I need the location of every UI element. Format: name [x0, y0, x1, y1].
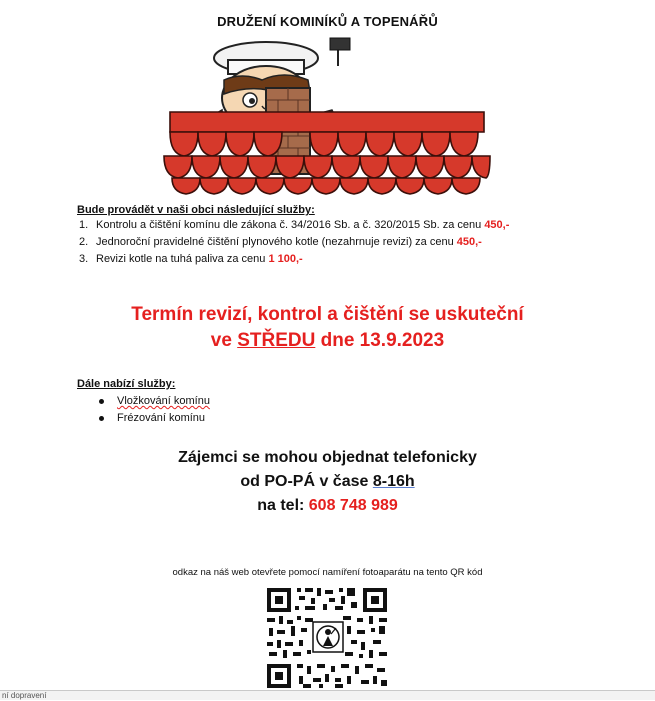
headline-line-2	[0, 328, 655, 354]
services-list	[77, 217, 637, 268]
more-services-list	[77, 393, 210, 427]
more-service-text: Frézování komínu	[117, 412, 206, 424]
contact-line-1: Zájemci se mohou objednat telefonicky	[178, 449, 477, 466]
headline-date: dne 13.9.2023	[315, 330, 445, 351]
service-price: 450,-	[456, 236, 482, 248]
contact-block	[0, 446, 655, 518]
bullet-icon	[99, 416, 104, 421]
contact-hours-prefix: od PO-PÁ v čase	[240, 473, 373, 490]
more-services-heading: Dále nabízí služby:	[77, 378, 176, 390]
chimney-sweep-illustration	[162, 36, 492, 196]
qr-code-icon[interactable]	[265, 586, 389, 690]
document-title: DRUŽENÍ KOMINÍKŮ A TOPENÁŘŮ	[217, 14, 438, 29]
contact-hours: 8-16h	[372, 473, 415, 490]
contact-line-3	[0, 494, 655, 518]
contact-line-2	[0, 470, 655, 494]
list-item	[77, 393, 210, 410]
list-item	[77, 410, 210, 427]
list-item	[77, 217, 637, 234]
service-price: 450,-	[484, 219, 510, 231]
list-number: 1.	[79, 219, 89, 231]
service-price: 1 100,-	[268, 253, 303, 265]
bullet-icon	[99, 399, 104, 404]
list-item	[77, 251, 637, 268]
footer-tab: ní dopravení	[0, 690, 655, 700]
list-item	[77, 234, 637, 251]
list-number: 3.	[79, 253, 89, 265]
list-number: 2.	[79, 236, 89, 248]
appointment-headline	[0, 302, 655, 354]
qr-note: odkaz na náš web otevřete pomocí namíření fotoaparátu na tento QR kód	[172, 567, 483, 578]
service-text: Revizi kotle na tuhá paliva za cenu	[96, 253, 269, 265]
service-text: Jednoroční pravidelné čištění plynového kotle (nezahrnuje revizi) za cenu	[96, 236, 457, 248]
headline-line-1: Termín revizí, kontrol a čištění se uskuteční	[131, 304, 524, 325]
more-service-text: Vložkování komínu	[117, 395, 210, 407]
services-heading: Bude provádět v naši obci následující služby:	[77, 204, 315, 216]
phone-prefix: na tel:	[257, 497, 309, 514]
headline-prefix: ve	[210, 330, 238, 351]
service-text: Kontrolu a čištění komínu dle zákona č. 34/2016 Sb. a č. 320/2015 Sb. za cenu	[96, 219, 485, 231]
headline-day: STŘEDU	[237, 330, 316, 351]
phone-number: 608 748 989	[308, 497, 398, 514]
